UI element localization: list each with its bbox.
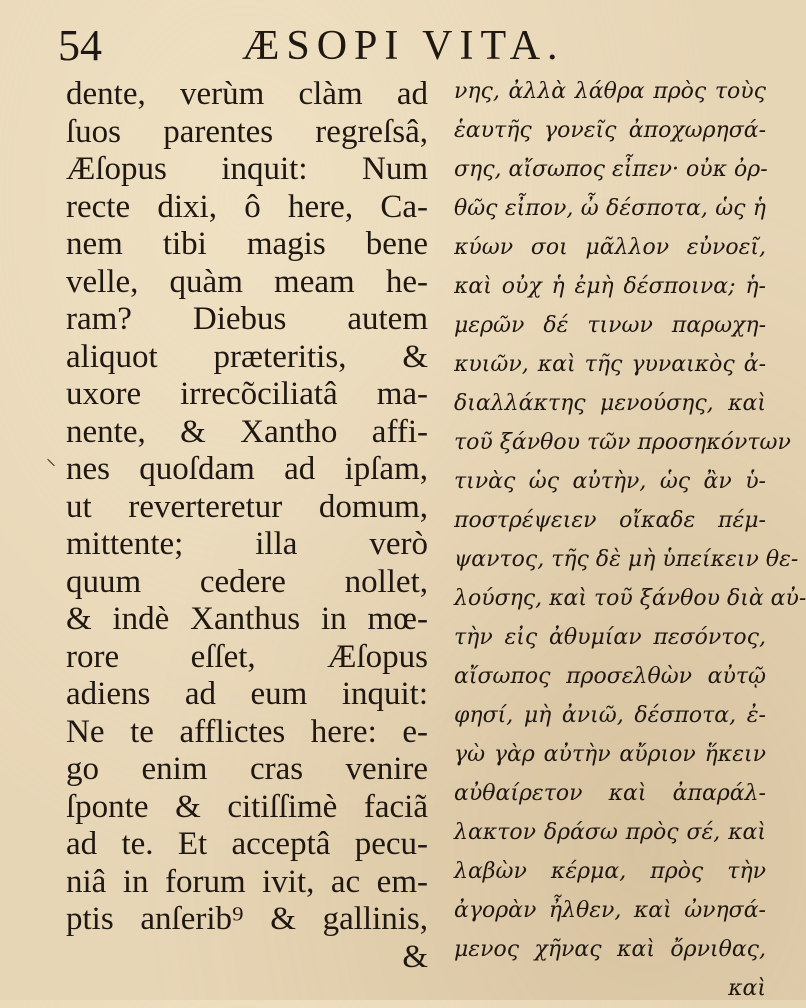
- greek-text-line: καὶ οὐχ ἡ ἐμὴ δέσποινα; ἡ-: [454, 274, 766, 299]
- latin-text-line: Æſopus inquit: Num: [66, 151, 428, 187]
- greek-text-line: μενος χῆνας καὶ ὄρνιθας,: [454, 937, 766, 962]
- latin-text-line: dente, verùm clàm ad: [66, 76, 428, 112]
- latin-text-line: rore eſſet, Æſopus: [66, 638, 428, 675]
- margin-mark: ⸌: [46, 454, 56, 478]
- latin-column: [66, 76, 428, 976]
- greek-column: [454, 72, 806, 1008]
- latin-text-line: nente, & Xantho affi-: [66, 413, 428, 450]
- latin-text-line: ram? Diebus autem: [66, 301, 428, 337]
- latin-text-line: nes quoſdam ad ipſam,: [66, 451, 428, 487]
- greek-text-line: ποστρέψειεν οἴκαδε πέμ-: [454, 508, 766, 533]
- latin-text-line: adiens ad eum inquit:: [66, 676, 428, 712]
- greek-text-line: τὴν εἰς ἀθυμίαν πεσόντος,: [454, 625, 766, 650]
- latin-text-line: quum cedere nollet,: [66, 563, 428, 600]
- greek-text-line: ἑαυτῆς γονεῖς ἀποχωρησά-: [454, 118, 766, 143]
- greek-text-line: ψαντος, τῆς δὲ μὴ ὑπείκειν θε-: [454, 547, 799, 572]
- greek-text-line: λακτον δράσω πρὸς σέ, καὶ: [454, 820, 766, 845]
- greek-text-line: φησί, μὴ ἀνιῶ, δέσποτα, ἐ-: [454, 703, 766, 728]
- latin-text-line: aliquot præteritis, &: [66, 338, 428, 375]
- greek-text-line: θῶς εἶπον, ὦ δέσποτα, ὡς ἡ: [454, 196, 766, 221]
- greek-text-line: διαλλάκτης μενούσης, καὶ: [454, 391, 766, 416]
- latin-text-line: velle, quàm meam he-: [66, 263, 428, 300]
- greek-text-line: καὶ: [728, 976, 766, 1001]
- page-number: 54: [58, 21, 102, 70]
- greek-text-line: τινὰς ὡς αὐτὴν, ὡς ἂν ὑ-: [454, 469, 766, 494]
- latin-text-line: recte dixi, ô here, Ca-: [66, 188, 428, 225]
- latin-text-line: ptis anſerib⁹ & gallinis,: [66, 901, 428, 937]
- greek-text-line: τοῦ ξάνθου τῶν προσηκόντων: [454, 430, 791, 455]
- latin-text-line: ſponte & citiſſimè faciã: [66, 788, 428, 825]
- greek-text-line: γὼ γὰρ αὐτὴν αὔριον ἥκειν: [454, 742, 766, 767]
- greek-text-line: νης, ἀλλὰ λάθρα πρὸς τοὺς: [454, 79, 766, 104]
- latin-text-line: ut reverteretur domum,: [66, 488, 428, 525]
- greek-text-line: λαβὼν κέρμα, πρὸς τὴν: [454, 859, 766, 884]
- page-header: [58, 14, 758, 78]
- greek-text-line: λούσης, καὶ τοῦ ξάνθου διὰ αὐ-: [454, 586, 806, 611]
- greek-text-line: κυιῶν, καὶ τῆς γυναικὸς ἀ-: [454, 352, 766, 377]
- latin-text-line: ad te. Et acceptâ pecu-: [66, 826, 428, 862]
- latin-text-line: ſuos parentes regreſsâ,: [66, 113, 428, 150]
- latin-text-line: Ne te afflictes here: e-: [66, 713, 428, 750]
- greek-text-line: αἴσωπος προσελθὼν αὐτῷ: [454, 664, 766, 689]
- running-head: ÆSOPI VITA.: [242, 23, 565, 69]
- latin-text-line: & indè Xanthus in mœ-: [66, 601, 428, 637]
- latin-text-line: nem tibi magis bene: [66, 226, 428, 262]
- latin-text-line: uxore irrecõciliatâ ma-: [66, 376, 428, 412]
- greek-text-line: μερῶν δέ τινων παρωχη-: [454, 313, 766, 338]
- latin-text-line: &: [402, 938, 428, 975]
- greek-text-line: σης, αἴσωπος εἶπεν· οὐκ ὀρ-: [454, 157, 768, 182]
- greek-text-line: αὐθαίρετον καὶ ἀπαράλ-: [454, 781, 766, 806]
- latin-text-line: go enim cras venire: [66, 751, 428, 787]
- greek-text-line: ἀγορὰν ἦλθεν, καὶ ὠνησά-: [454, 898, 766, 923]
- greek-text-line: κύων σοι μᾶλλον εὐνοεῖ,: [454, 235, 766, 260]
- latin-text-line: niâ in forum ivit, ac em-: [66, 863, 428, 900]
- latin-text-line: mittente; illa verò: [66, 526, 428, 562]
